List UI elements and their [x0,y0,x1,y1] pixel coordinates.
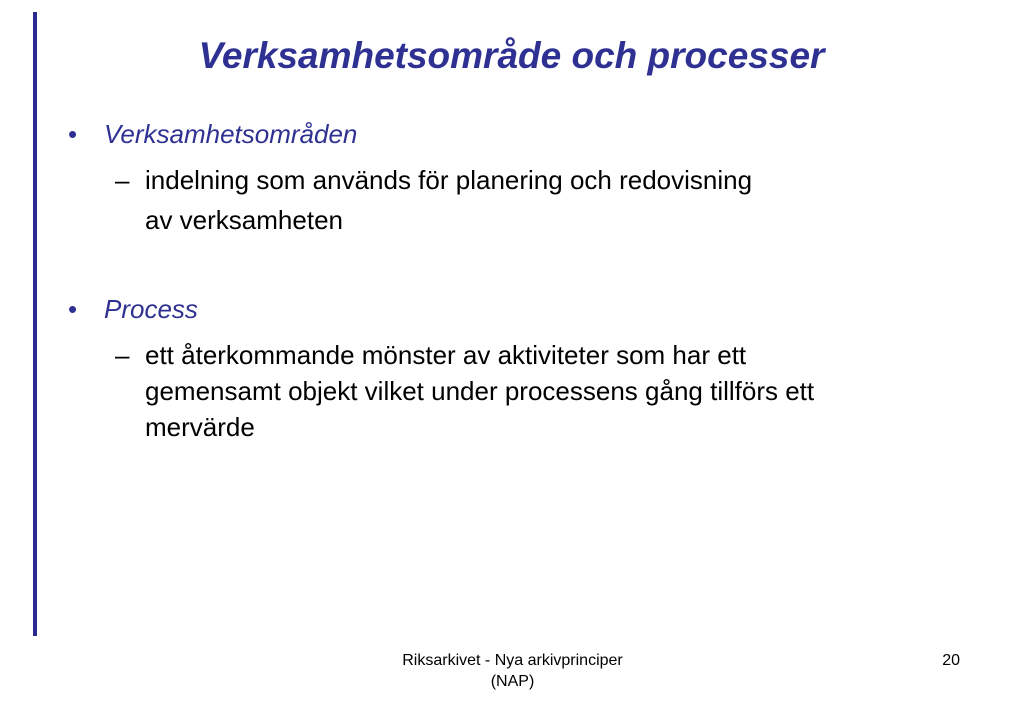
bullet-marker: • [68,294,78,324]
sub-bullet-marker: – [115,340,130,370]
sub-bullet-line: indelning som används för planering och redovisning [145,165,753,195]
bullet-label-verksamhetsomraden: Verksamhetsområden [104,119,358,149]
bullet-label-process: Process [104,294,198,324]
sub-bullet-line: av verksamheten [145,205,343,235]
footer-source [330,650,695,692]
sub-bullet-text [145,337,965,445]
page-number: 20 [942,652,960,669]
bullet-marker: • [68,119,78,149]
sub-bullet-text [145,162,965,238]
left-accent-bar [33,12,37,636]
footer-line: Riksarkivet - Nya arkivprinciper [402,652,623,669]
sub-bullet-marker: – [115,165,130,195]
sub-bullet-line: gemensamt objekt vilket under processens gång tillförs ett [145,376,815,406]
footer-line: (NAP) [490,673,535,690]
sub-bullet-line: mervärde [145,412,255,442]
slide-title: Verksamhetsområde och processer [198,35,825,76]
sub-bullet-line: ett återkommande mönster av aktiviteter som har ett [145,340,747,370]
